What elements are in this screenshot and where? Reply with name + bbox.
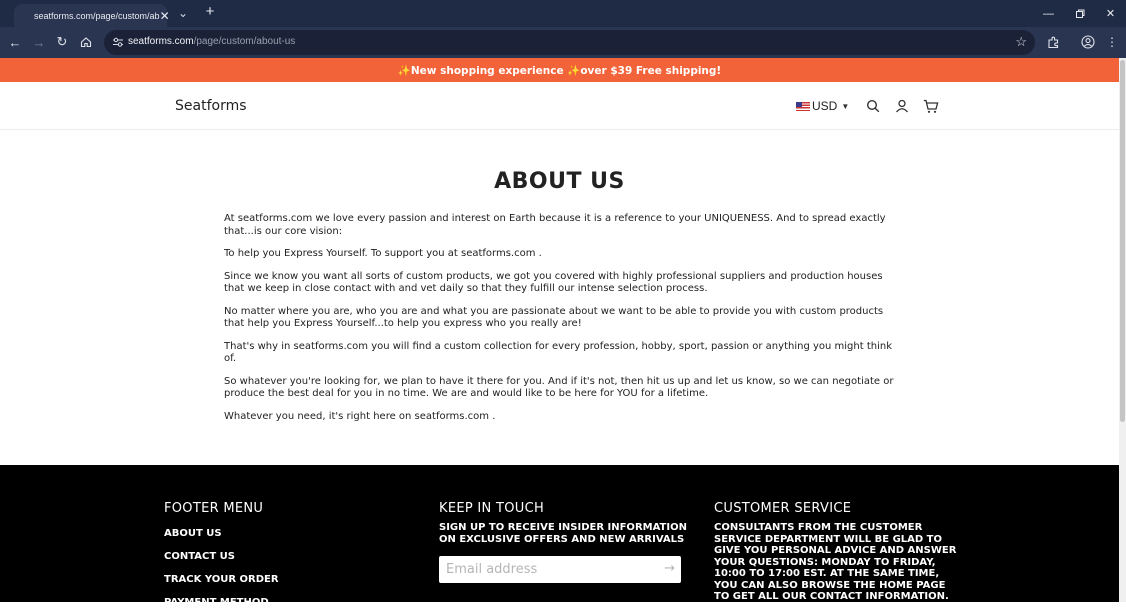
window-close-icon[interactable]: ✕ xyxy=(1105,8,1116,20)
address-bar[interactable] xyxy=(104,30,1035,55)
scrollbar-thumb[interactable] xyxy=(1120,60,1125,422)
email-input[interactable] xyxy=(446,560,646,579)
new-tab-plus-icon[interactable]: + xyxy=(205,3,215,20)
newsletter-form xyxy=(439,556,681,583)
site-settings-icon[interactable] xyxy=(110,34,126,50)
back-icon[interactable]: ← xyxy=(8,34,22,50)
announcement-bar[interactable]: ✨New shopping experience ✨over $39 Free shipping! xyxy=(0,58,1119,82)
about-paragraph: To help you Express Yourself. To support you at seatforms.com . xyxy=(224,248,542,259)
footer-link-payment-method[interactable]: PAYMENT METHOD xyxy=(164,597,269,608)
home-icon[interactable] xyxy=(77,33,95,51)
browser-toolbar xyxy=(0,27,1126,58)
arrow-right-icon[interactable]: → xyxy=(664,561,675,576)
keep-in-touch-title: KEEP IN TOUCH xyxy=(439,501,545,516)
minimize-icon[interactable]: — xyxy=(1043,7,1054,20)
restore-icon[interactable] xyxy=(1064,0,1095,27)
footer-menu-title: FOOTER MENU xyxy=(164,501,264,516)
browser-tab[interactable] xyxy=(14,4,170,27)
about-paragraph: So whatever you're looking for, we plan to have it there for you. And if it's not, then hit us up and let us know, so we can negotiate or produce the best deal for you in no time. We are and would like to be here for YOU for a lifetime. xyxy=(224,375,894,399)
tab-close-icon[interactable]: ✕ xyxy=(159,8,170,23)
chevron-down-icon: ▼ xyxy=(841,101,850,111)
url-text[interactable] xyxy=(128,36,295,47)
window-controls xyxy=(1033,0,1126,27)
about-section xyxy=(0,130,1119,465)
bookmark-star-icon[interactable]: ☆ xyxy=(1015,34,1027,49)
customer-service-text: CONSULTANTS FROM THE CUSTOMER SERVICE DEPARTMENT WILL BE GLAD TO GIVE YOU PERSONAL ADVICE AND ANSWER YOUR QUESTIONS: MONDAY TO FRIDAY, 10:00 TO 17:00 EST. AT THE SAME TIME, YOU CAN ALSO BROWSE THE HOME PAGE TO GET ALL OUR CONTACT INFORMATION. xyxy=(714,522,957,602)
extensions-icon[interactable] xyxy=(1045,34,1061,50)
profile-icon[interactable] xyxy=(1080,34,1096,50)
url-host: seatforms.com xyxy=(128,36,194,47)
page-viewport xyxy=(0,58,1119,608)
currency-label: USD xyxy=(812,99,838,113)
user-icon[interactable] xyxy=(893,97,911,115)
about-body xyxy=(224,213,904,433)
about-paragraph: Whatever you need, it's right here on seatforms.com . xyxy=(224,410,496,422)
forward-icon[interactable]: → xyxy=(32,34,46,50)
page-scrollbar[interactable] xyxy=(1119,58,1126,602)
tab-list-chevron-down-icon[interactable]: ⌄ xyxy=(177,6,189,20)
menu-dots-icon[interactable]: ⋮ xyxy=(1106,35,1118,49)
page-title: ABOUT US xyxy=(494,169,625,194)
currency-selector[interactable] xyxy=(796,99,849,113)
about-paragraph: That's why in seatforms.com you will find a custom collection for every profession, hobby, sport, passion or anything you might think of. xyxy=(224,340,892,364)
reload-icon[interactable]: ↻ xyxy=(56,34,68,49)
tab-title: seatforms.com/page/custom/ab xyxy=(34,10,160,21)
customer-service-title: CUSTOMER SERVICE xyxy=(714,501,852,516)
about-paragraph: At seatforms.com we love every passion and interest on Earth because it is a reference to your UNIQUENESS. And to spread exactly that...is our core vision: xyxy=(224,213,886,237)
cart-icon[interactable] xyxy=(922,97,940,115)
about-paragraph: Since we know you want all sorts of custom products, we got you covered with highly professional suppliers and production houses that we keep in close contact with and vet daily so that they fulfill our intense selection process. xyxy=(224,270,883,294)
browser-tab-strip xyxy=(0,0,1126,27)
footer-link-about-us[interactable]: ABOUT US xyxy=(164,528,222,539)
flag-us-icon xyxy=(796,102,810,111)
site-footer xyxy=(0,465,1119,608)
newsletter-text: SIGN UP TO RECEIVE INSIDER INFORMATION ON EXCLUSIVE OFFERS AND NEW ARRIVALS xyxy=(439,522,687,545)
about-paragraph: No matter where you are, who you are and what you are passionate about we want to be able to provide you with custom products that help you Express Yourself...to help you express who you really are! xyxy=(224,305,884,329)
footer-link-track-order[interactable]: TRACK YOUR ORDER xyxy=(164,574,279,585)
search-icon[interactable] xyxy=(864,97,882,115)
footer-link-contact-us[interactable]: CONTACT US xyxy=(164,551,235,562)
site-header xyxy=(0,82,1119,130)
site-logo[interactable]: Seatforms xyxy=(175,98,247,114)
url-path: /page/custom/about-us xyxy=(193,36,296,47)
